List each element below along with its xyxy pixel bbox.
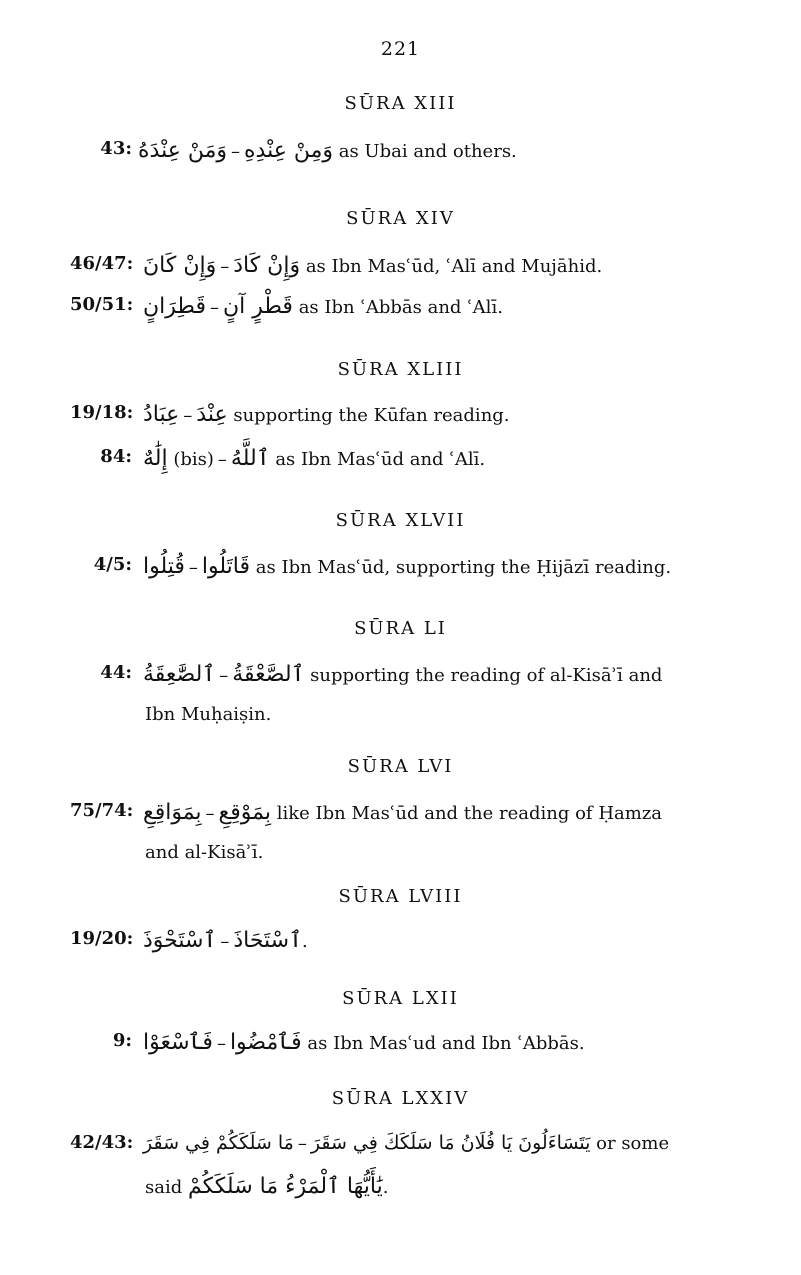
sura-heading: SŪRA LVIII xyxy=(338,886,463,907)
entry-continuation: Ibn Muḥaiṣin. xyxy=(145,704,272,725)
page-number: 221 xyxy=(380,38,421,60)
arabic-variant: قَاتَلُوا xyxy=(201,554,251,579)
continuation-label: said xyxy=(145,1177,183,1198)
arabic-original: بِمَوَاقِعِ xyxy=(143,800,202,825)
arabic-original: وَمَنْ عِنْدَهُ xyxy=(138,138,227,163)
verse-number: 9: xyxy=(112,1030,132,1051)
arabic-original: قُتِلُوا xyxy=(143,554,185,579)
continuation-end: . xyxy=(382,1177,389,1198)
entry-note: as Ibn Masʿūd, supporting the Ḥijāzī reading. xyxy=(255,557,672,578)
dash: – xyxy=(183,405,193,426)
entry-continuation xyxy=(145,1174,388,1199)
arabic-continuation: يَٰأَيُّهَا ٱلْمَرْءُ مَا سَلَكَكُمْ xyxy=(187,1174,383,1199)
arabic-variant: قَطْرٍ آنٍ xyxy=(222,294,293,319)
dash: – xyxy=(231,141,240,162)
dash: – xyxy=(216,1033,226,1054)
dash: – xyxy=(209,297,219,318)
arabic-original: ٱسْتَحْوَذَ xyxy=(143,928,217,953)
sura-heading: SŪRA LXII xyxy=(342,988,459,1009)
dash: – xyxy=(297,1133,307,1154)
bis-marker: (bis) xyxy=(173,449,214,470)
arabic-variant: ٱللَّهُ xyxy=(230,446,270,471)
arabic-original: عِبَادُ xyxy=(143,402,180,427)
verse-number: 42/43: xyxy=(70,1132,134,1153)
entry-note: or some xyxy=(596,1133,670,1154)
sura-heading: SŪRA LXXIV xyxy=(331,1088,470,1109)
verse-number: 19/18: xyxy=(70,402,134,423)
arabic-variant: ٱسْتَحَاذَ xyxy=(233,928,302,953)
verse-number: 19/20: xyxy=(70,928,134,949)
dash: – xyxy=(219,665,229,686)
verse-number: 43: xyxy=(100,138,132,159)
sura-heading: SŪRA XLIII xyxy=(337,359,464,380)
arabic-original: مَا سَلَكَكُمْ فِي سَقَرَ xyxy=(143,1132,294,1154)
arabic-original: إِلَٰهٌ xyxy=(143,446,168,471)
arabic-variant: وَمِنْ عِنْدِهِ xyxy=(244,138,333,163)
dash: – xyxy=(220,931,230,952)
dash: – xyxy=(217,449,227,470)
entry-note: as Ibn Masʿūd and ʿAlī. xyxy=(275,449,486,470)
verse-number: 84: xyxy=(100,446,132,467)
verse-number: 44: xyxy=(100,662,132,683)
sura-heading: SŪRA LVI xyxy=(347,756,454,777)
arabic-variant: ٱلصَّعْقَةُ xyxy=(232,662,305,687)
dash: – xyxy=(205,803,215,824)
arabic-variant: عِنْدَ xyxy=(196,402,228,427)
sura-heading: SŪRA XIV xyxy=(346,208,455,229)
arabic-original: وَإِنْ كَانَ xyxy=(143,253,217,278)
entry-note: . xyxy=(302,931,308,952)
verse-number: 50/51: xyxy=(70,294,134,315)
dash: – xyxy=(220,256,230,277)
entry-note: supporting the Kūfan reading. xyxy=(233,405,510,426)
sura-heading: SŪRA XIII xyxy=(344,93,457,114)
entry-note: like Ibn Masʿūd and the reading of Ḥamza xyxy=(276,803,663,824)
verse-number: 46/47: xyxy=(70,253,134,274)
entry-note: as Ibn ʿAbbās and ʿAlī. xyxy=(298,297,503,318)
arabic-variant: وَإِنْ كَادَ xyxy=(233,253,301,278)
arabic-original: فَٱسْعَوْا xyxy=(143,1030,213,1055)
dash: – xyxy=(188,557,198,578)
arabic-variant: يَتَسَاءَلُونَ يَا فُلَانُ مَا سَلَكَكَ فِي سَقَرَ xyxy=(310,1132,591,1154)
entry-note: as Ibn Masʿud and Ibn ʿAbbās. xyxy=(307,1033,585,1054)
arabic-variant: فَٱمْضُوا xyxy=(229,1030,302,1055)
entry-note: as Ibn Masʿūd, ʿAlī and Mujāhid. xyxy=(305,256,603,277)
sura-heading: SŪRA XLVII xyxy=(335,510,466,531)
entry-note: as Ubai and others. xyxy=(338,141,517,162)
arabic-variant: بِمَوْقِعِ xyxy=(218,800,271,825)
entry-note: supporting the reading of al-Kisāʾī and xyxy=(310,665,663,686)
sura-heading: SŪRA LI xyxy=(354,618,447,639)
arabic-original: قَطِرَانٍ xyxy=(143,294,206,319)
entry-continuation: and al-Kisāʾī. xyxy=(145,842,264,863)
verse-number: 4/5: xyxy=(93,554,132,575)
verse-number: 75/74: xyxy=(70,800,134,821)
arabic-original: ٱلصَّٰعِقَةُ xyxy=(143,662,216,687)
